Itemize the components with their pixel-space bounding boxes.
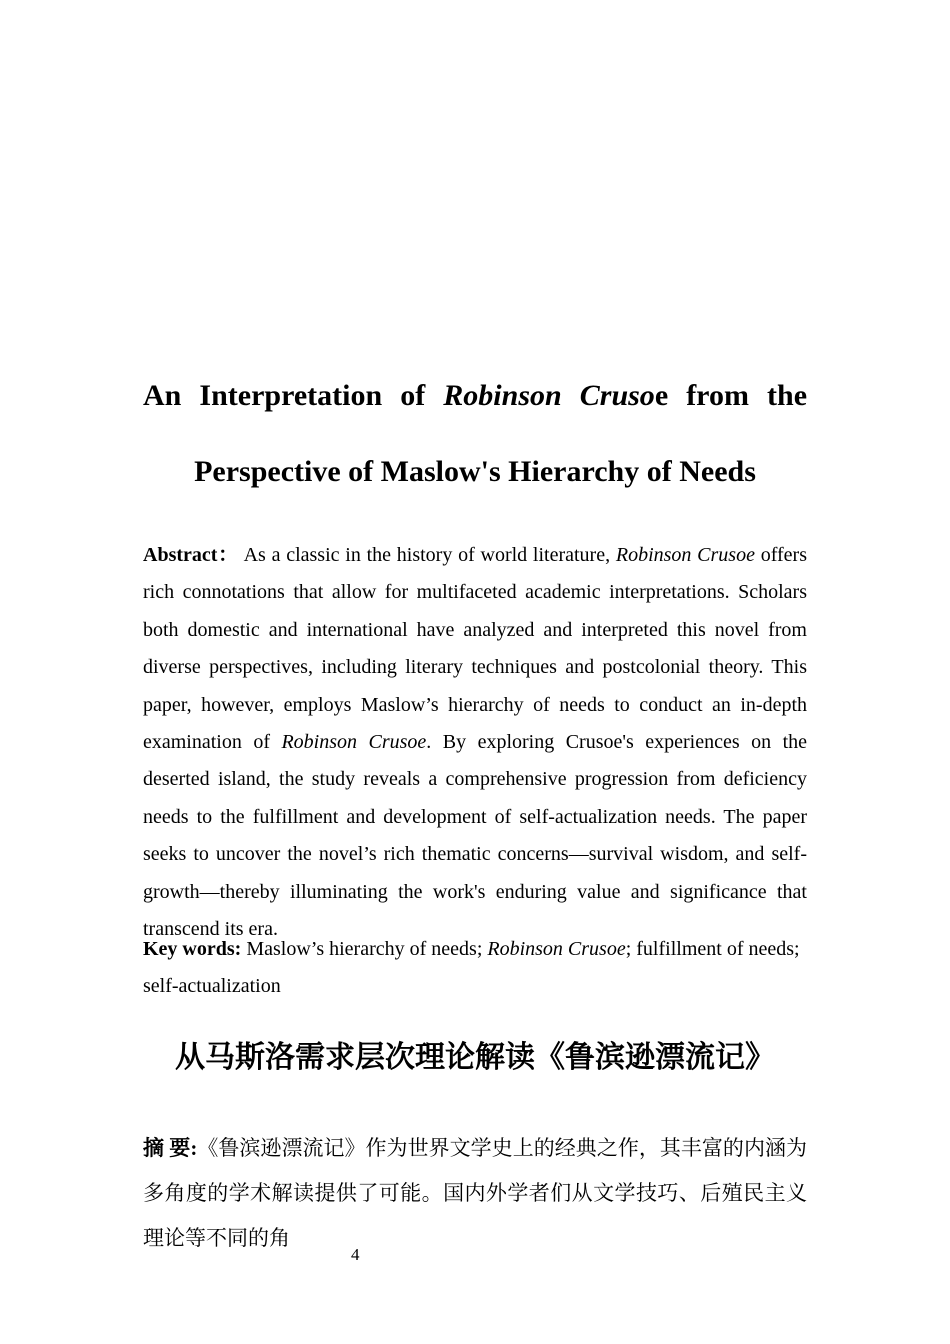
page-number: 4: [351, 1245, 360, 1264]
english-title-line2: [143, 454, 807, 489]
abstract-book-title-2: Robinson Crusoe: [281, 731, 427, 754]
chinese-title: 从马斯洛需求层次理论解读《鲁滨逊漂流记》: [175, 1041, 775, 1074]
english-title: [143, 378, 807, 489]
english-title-line1: [143, 378, 807, 413]
abstract-run-1: As a classic in the history of world literature,: [238, 544, 616, 566]
title-line2-text: Perspective of Maslow's Hierarchy of Needs: [194, 455, 756, 488]
title-run-plain-1: An Interpretation of: [143, 379, 444, 412]
title-run-plain-2: e from the: [654, 379, 808, 412]
abstract-label: Abstract：: [143, 544, 239, 566]
chinese-abstract-text: 《鲁滨逊漂流记》作为世界文学史上的经典之作，其丰富的内涵为多角度的学术解读提供了可能。国内外学者们从文学技巧、后殖民主义理论等不同的角: [143, 1136, 808, 1250]
keywords-run-1: Maslow’s hierarchy of needs;: [241, 938, 488, 960]
keywords-label: Key words:: [143, 938, 242, 960]
abstract-run-3: . By exploring Crusoe's experiences on the deserted island, the study reveals a comprehensive progression from deficiency needs to the fulfillment and development of self-actualization needs. The paper seeks to uncover the novel’s rich thematic concerns—survival wisdom, and self-growth—thereby illuminating the work's enduring value and significance that transcend its era.: [143, 731, 807, 941]
title-run-italic-book-name: Robinson Cruso: [443, 379, 655, 412]
keywords-book-title: Robinson Crusoe: [487, 938, 626, 960]
chinese-abstract-label: 摘 要:: [143, 1136, 198, 1160]
chinese-abstract-paragraph: [143, 1126, 807, 1261]
abstract-run-2: offers rich connotations that allow for multifaceted academic interpretations. Scholars both domestic and international have analyzed and interpreted this novel from diverse perspectives, including literary techniques and postcolonial theory. This paper, however, employs Maslow’s hierarchy of needs to conduct an in-depth examination of: [143, 544, 808, 754]
keywords-run-2: ; fulfillment of needs; self-actualization: [143, 938, 800, 998]
abstract-paragraph: [143, 537, 807, 948]
abstract-book-title-1: Robinson Crusoe: [615, 544, 755, 566]
keywords-paragraph: [143, 931, 807, 1006]
